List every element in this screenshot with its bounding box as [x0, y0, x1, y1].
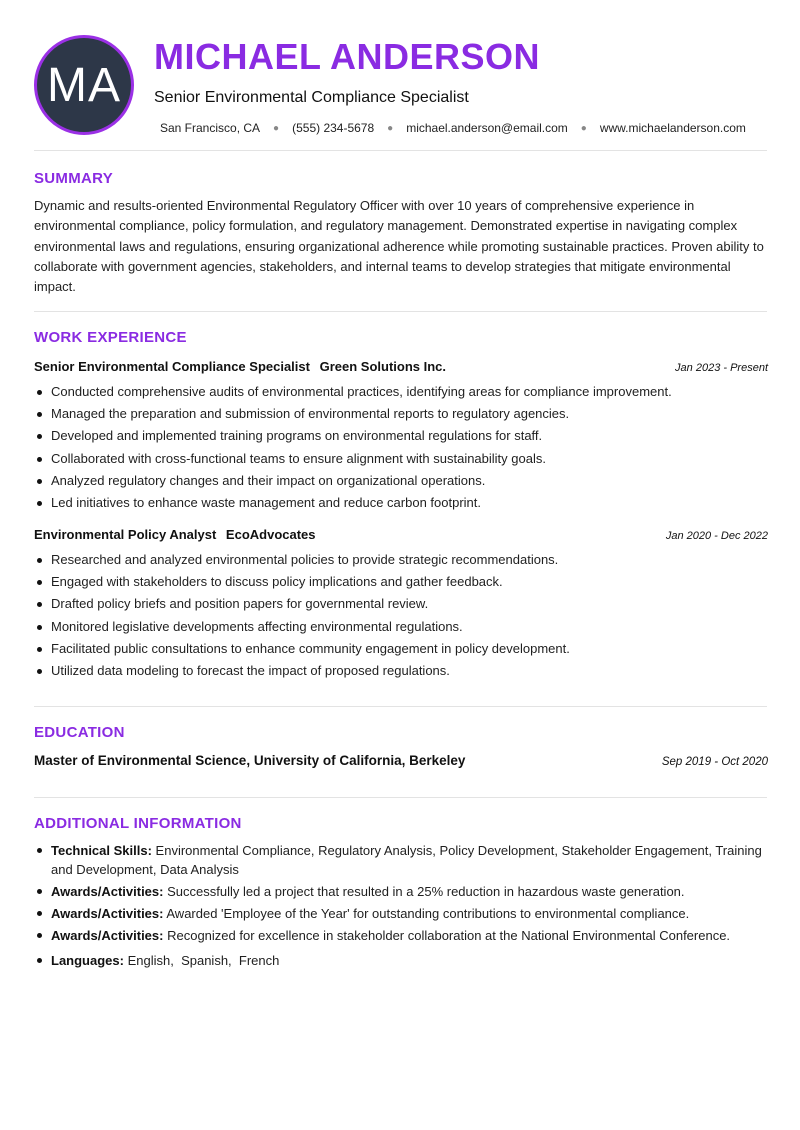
list-item: Drafted policy briefs and position papers for governmental review. — [34, 593, 768, 615]
list-item: Led initiatives to enhance waste management and reduce carbon footprint. — [34, 492, 768, 514]
separator-dot-icon: ● — [387, 122, 394, 134]
job-company: EcoAdvocates — [225, 527, 316, 542]
list-item: Managed the preparation and submission of environmental reports to regulatory agencies. — [34, 403, 768, 425]
list-item — [34, 882, 768, 901]
list-item: Researched and analyzed environmental policies to provide strategic recommendations. — [34, 549, 768, 571]
additional-info-list — [34, 841, 768, 973]
work-experience-heading: WORK EXPERIENCE — [34, 329, 187, 346]
info-label: Awards/Activities: — [51, 906, 164, 921]
summary-heading: SUMMARY — [34, 170, 114, 187]
list-item: Conducted comprehensive audits of environmental practices, identifying areas for compliance improvement. — [34, 381, 768, 403]
job-header — [34, 527, 768, 542]
candidate-name: MICHAEL ANDERSON — [154, 36, 541, 77]
job-dates: Jan 2020 - Dec 2022 — [665, 530, 768, 542]
job-role: Senior Environmental Compliance Specialist — [34, 359, 310, 374]
list-item: Analyzed regulatory changes and their impact on organizational operations. — [34, 470, 768, 492]
list-item: Collaborated with cross-functional teams to ensure alignment with sustainability goals. — [34, 448, 768, 470]
list-item: Facilitated public consultations to enhance community engagement in policy development. — [34, 638, 768, 660]
job-dates: Jan 2023 - Present — [675, 362, 768, 374]
divider — [34, 706, 767, 707]
separator-dot-icon: ● — [273, 122, 280, 134]
contact-phone[interactable]: (555) 234-5678 — [292, 121, 375, 135]
job-header — [34, 359, 768, 374]
list-item: Developed and implemented training programs on environmental regulations for staff. — [34, 425, 768, 447]
divider — [34, 150, 767, 151]
separator-dot-icon: ● — [580, 122, 587, 134]
list-item: Utilized data modeling to forecast the impact of proposed regulations. — [34, 660, 768, 682]
education-entry — [34, 753, 768, 768]
contact-location: San Francisco, CA — [160, 121, 261, 135]
list-item — [34, 951, 768, 970]
education-degree: Master of Environmental Science, University of California, Berkeley — [34, 753, 466, 768]
list-item — [34, 926, 768, 945]
contact-email[interactable]: michael.anderson@email.com — [406, 121, 568, 135]
education-dates: Sep 2019 - Oct 2020 — [661, 756, 768, 768]
avatar-initials: MA — [47, 58, 121, 112]
education-heading: EDUCATION — [34, 724, 125, 741]
contact-website[interactable]: www.michaelanderson.com — [599, 121, 746, 135]
list-item: Engaged with stakeholders to discuss policy implications and gather feedback. — [34, 571, 768, 593]
avatar — [34, 35, 134, 135]
job-role: Environmental Policy Analyst — [34, 527, 217, 542]
summary-text: Dynamic and results-oriented Environmental Regulatory Officer with over 10 years of comprehensive experience in environmental compliance, policy formulation, and regulatory management. Demonstrated expertise in navigating complex environmental laws and regulations, ensuring organizational adherence while promoting sustainable practices. Proven ability to collaborate with government agencies, stakeholders, and internal teams to develop strategies that mitigate environmental impact. — [34, 198, 764, 295]
list-item — [34, 904, 768, 923]
job-bullets — [34, 381, 768, 514]
list-item: Monitored legislative developments affecting environmental regulations. — [34, 616, 768, 638]
info-label: Technical Skills: — [51, 843, 152, 858]
contact-info — [160, 121, 746, 135]
info-text: English, Spanish, French — [127, 953, 280, 968]
info-label: Awards/Activities: — [51, 928, 164, 943]
additional-info-heading: ADDITIONAL INFORMATION — [34, 815, 242, 832]
info-label: Languages: — [51, 953, 124, 968]
job-company: Green Solutions Inc. — [319, 359, 447, 374]
divider — [34, 311, 767, 312]
candidate-title: Senior Environmental Compliance Specialist — [154, 89, 469, 106]
info-text: Successfully led a project that resulted in a 25% reduction in hazardous waste generation. — [167, 884, 685, 899]
resume-header — [0, 0, 800, 150]
info-text: Recognized for excellence in stakeholder collaboration at the National Environmental Conference. — [167, 928, 731, 943]
info-text: Awarded 'Employee of the Year' for outstanding contributions to environmental compliance. — [166, 906, 690, 921]
list-item — [34, 841, 768, 879]
divider — [34, 797, 767, 798]
info-text: Environmental Compliance, Regulatory Analysis, Policy Development, Stakeholder Engagement, Training and Development, Data Analysis — [51, 843, 762, 877]
job-bullets — [34, 549, 768, 682]
info-label: Awards/Activities: — [51, 884, 164, 899]
